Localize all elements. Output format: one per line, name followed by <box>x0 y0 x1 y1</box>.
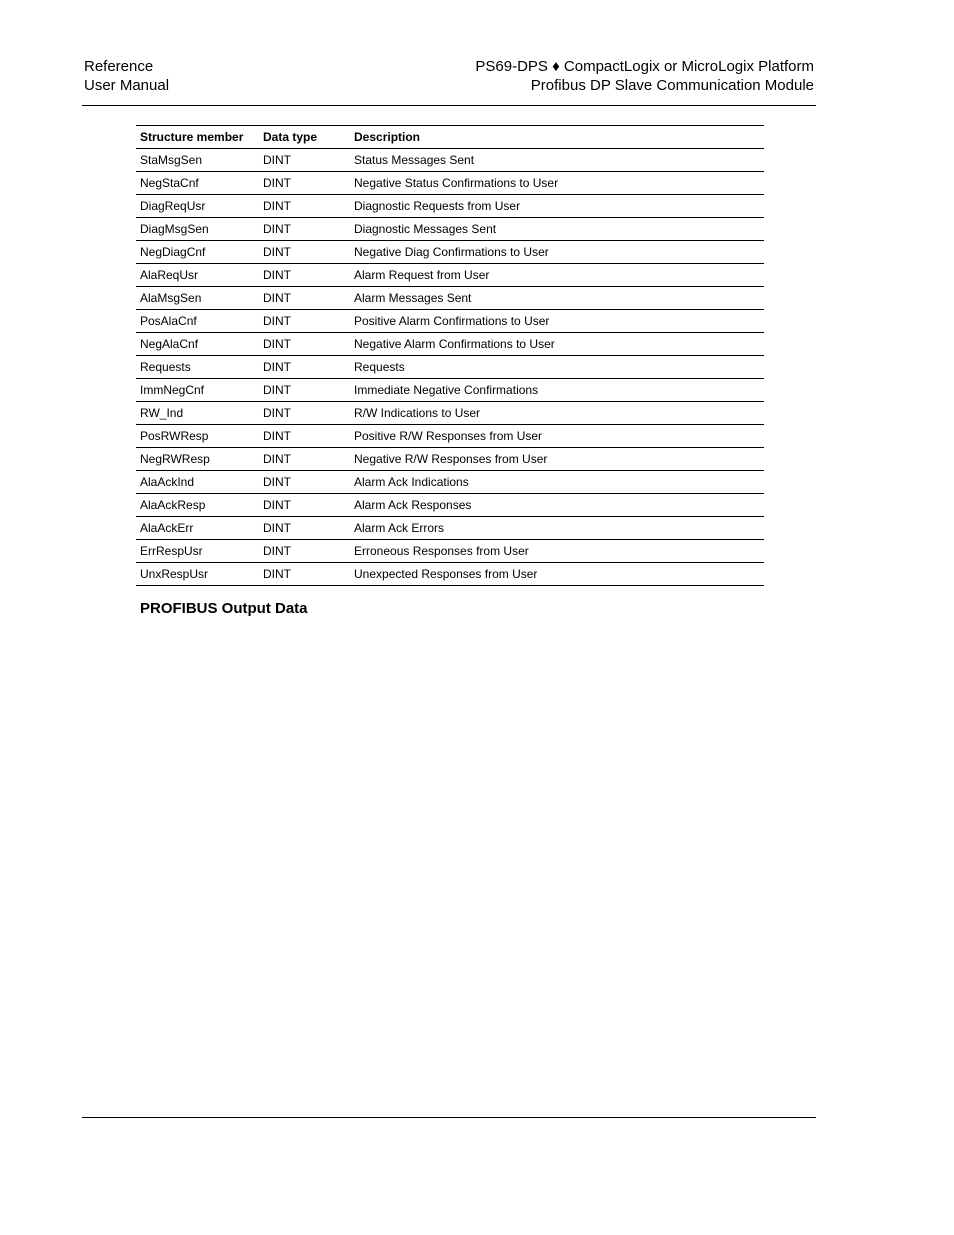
section-heading: PROFIBUS Output Data <box>140 600 308 617</box>
cell-data-type: DINT <box>259 448 350 471</box>
cell-structure-member: NegDiagCnf <box>136 241 259 264</box>
header-left <box>84 57 169 95</box>
cell-data-type: DINT <box>259 402 350 425</box>
cell-structure-member: ErrRespUsr <box>136 540 259 563</box>
table-row <box>136 356 764 379</box>
structure-table <box>136 125 764 586</box>
table-row <box>136 402 764 425</box>
cell-description: Requests <box>350 356 764 379</box>
cell-data-type: DINT <box>259 287 350 310</box>
cell-description: R/W Indications to User <box>350 402 764 425</box>
table-row <box>136 540 764 563</box>
cell-structure-member: PosRWResp <box>136 425 259 448</box>
table-row <box>136 149 764 172</box>
table-header-row <box>136 126 764 149</box>
cell-structure-member: AlaMsgSen <box>136 287 259 310</box>
cell-structure-member: DiagMsgSen <box>136 218 259 241</box>
cell-data-type: DINT <box>259 241 350 264</box>
table-row <box>136 172 764 195</box>
cell-structure-member: NegStaCnf <box>136 172 259 195</box>
table-row <box>136 218 764 241</box>
cell-description: Alarm Request from User <box>350 264 764 287</box>
table-row <box>136 241 764 264</box>
cell-data-type: DINT <box>259 310 350 333</box>
cell-data-type: DINT <box>259 172 350 195</box>
cell-structure-member: DiagReqUsr <box>136 195 259 218</box>
cell-structure-member: RW_Ind <box>136 402 259 425</box>
cell-description: Immediate Negative Confirmations <box>350 379 764 402</box>
column-header-data-type: Data type <box>259 126 350 149</box>
table-row <box>136 195 764 218</box>
cell-description: Status Messages Sent <box>350 149 764 172</box>
cell-structure-member: AlaAckInd <box>136 471 259 494</box>
cell-data-type: DINT <box>259 540 350 563</box>
table-row <box>136 379 764 402</box>
table-row <box>136 425 764 448</box>
cell-data-type: DINT <box>259 425 350 448</box>
table-row <box>136 563 764 586</box>
cell-description: Alarm Ack Errors <box>350 517 764 540</box>
footer-divider <box>82 1117 816 1118</box>
table-row <box>136 310 764 333</box>
column-header-structure-member: Structure member <box>136 126 259 149</box>
table-row <box>136 333 764 356</box>
cell-structure-member: NegRWResp <box>136 448 259 471</box>
cell-description: Negative Diag Confirmations to User <box>350 241 764 264</box>
cell-data-type: DINT <box>259 563 350 586</box>
cell-structure-member: AlaAckErr <box>136 517 259 540</box>
cell-data-type: DINT <box>259 379 350 402</box>
cell-structure-member: AlaAckResp <box>136 494 259 517</box>
table-row <box>136 471 764 494</box>
cell-description: Alarm Messages Sent <box>350 287 764 310</box>
cell-description: Alarm Ack Indications <box>350 471 764 494</box>
header-divider <box>82 105 816 106</box>
cell-structure-member: UnxRespUsr <box>136 563 259 586</box>
cell-data-type: DINT <box>259 494 350 517</box>
column-header-description: Description <box>350 126 764 149</box>
table-row <box>136 448 764 471</box>
cell-structure-member: NegAlaCnf <box>136 333 259 356</box>
cell-data-type: DINT <box>259 264 350 287</box>
table-row <box>136 494 764 517</box>
cell-description: Diagnostic Messages Sent <box>350 218 764 241</box>
cell-data-type: DINT <box>259 218 350 241</box>
cell-description: Positive Alarm Confirmations to User <box>350 310 764 333</box>
cell-data-type: DINT <box>259 333 350 356</box>
cell-data-type: DINT <box>259 195 350 218</box>
cell-description: Negative Status Confirmations to User <box>350 172 764 195</box>
table-body <box>136 149 764 586</box>
cell-description: Negative R/W Responses from User <box>350 448 764 471</box>
cell-structure-member: StaMsgSen <box>136 149 259 172</box>
header-document-type: User Manual <box>84 77 170 94</box>
cell-data-type: DINT <box>259 149 350 172</box>
header-product-subtitle: Profibus DP Slave Communication Module <box>530 77 814 94</box>
header-right <box>475 57 814 95</box>
cell-data-type: DINT <box>259 517 350 540</box>
cell-description: Negative Alarm Confirmations to User <box>350 333 764 356</box>
cell-description: Alarm Ack Responses <box>350 494 764 517</box>
header-product-title: PS69-DPS ♦ CompactLogix or MicroLogix Platform <box>475 58 814 75</box>
cell-data-type: DINT <box>259 356 350 379</box>
cell-structure-member: PosAlaCnf <box>136 310 259 333</box>
cell-description: Erroneous Responses from User <box>350 540 764 563</box>
cell-structure-member: AlaReqUsr <box>136 264 259 287</box>
cell-structure-member: Requests <box>136 356 259 379</box>
table-row <box>136 264 764 287</box>
table-row <box>136 517 764 540</box>
header-section-label: Reference <box>84 58 154 75</box>
cell-structure-member: ImmNegCnf <box>136 379 259 402</box>
cell-description: Diagnostic Requests from User <box>350 195 764 218</box>
cell-description: Positive R/W Responses from User <box>350 425 764 448</box>
table-row <box>136 287 764 310</box>
cell-data-type: DINT <box>259 471 350 494</box>
cell-description: Unexpected Responses from User <box>350 563 764 586</box>
